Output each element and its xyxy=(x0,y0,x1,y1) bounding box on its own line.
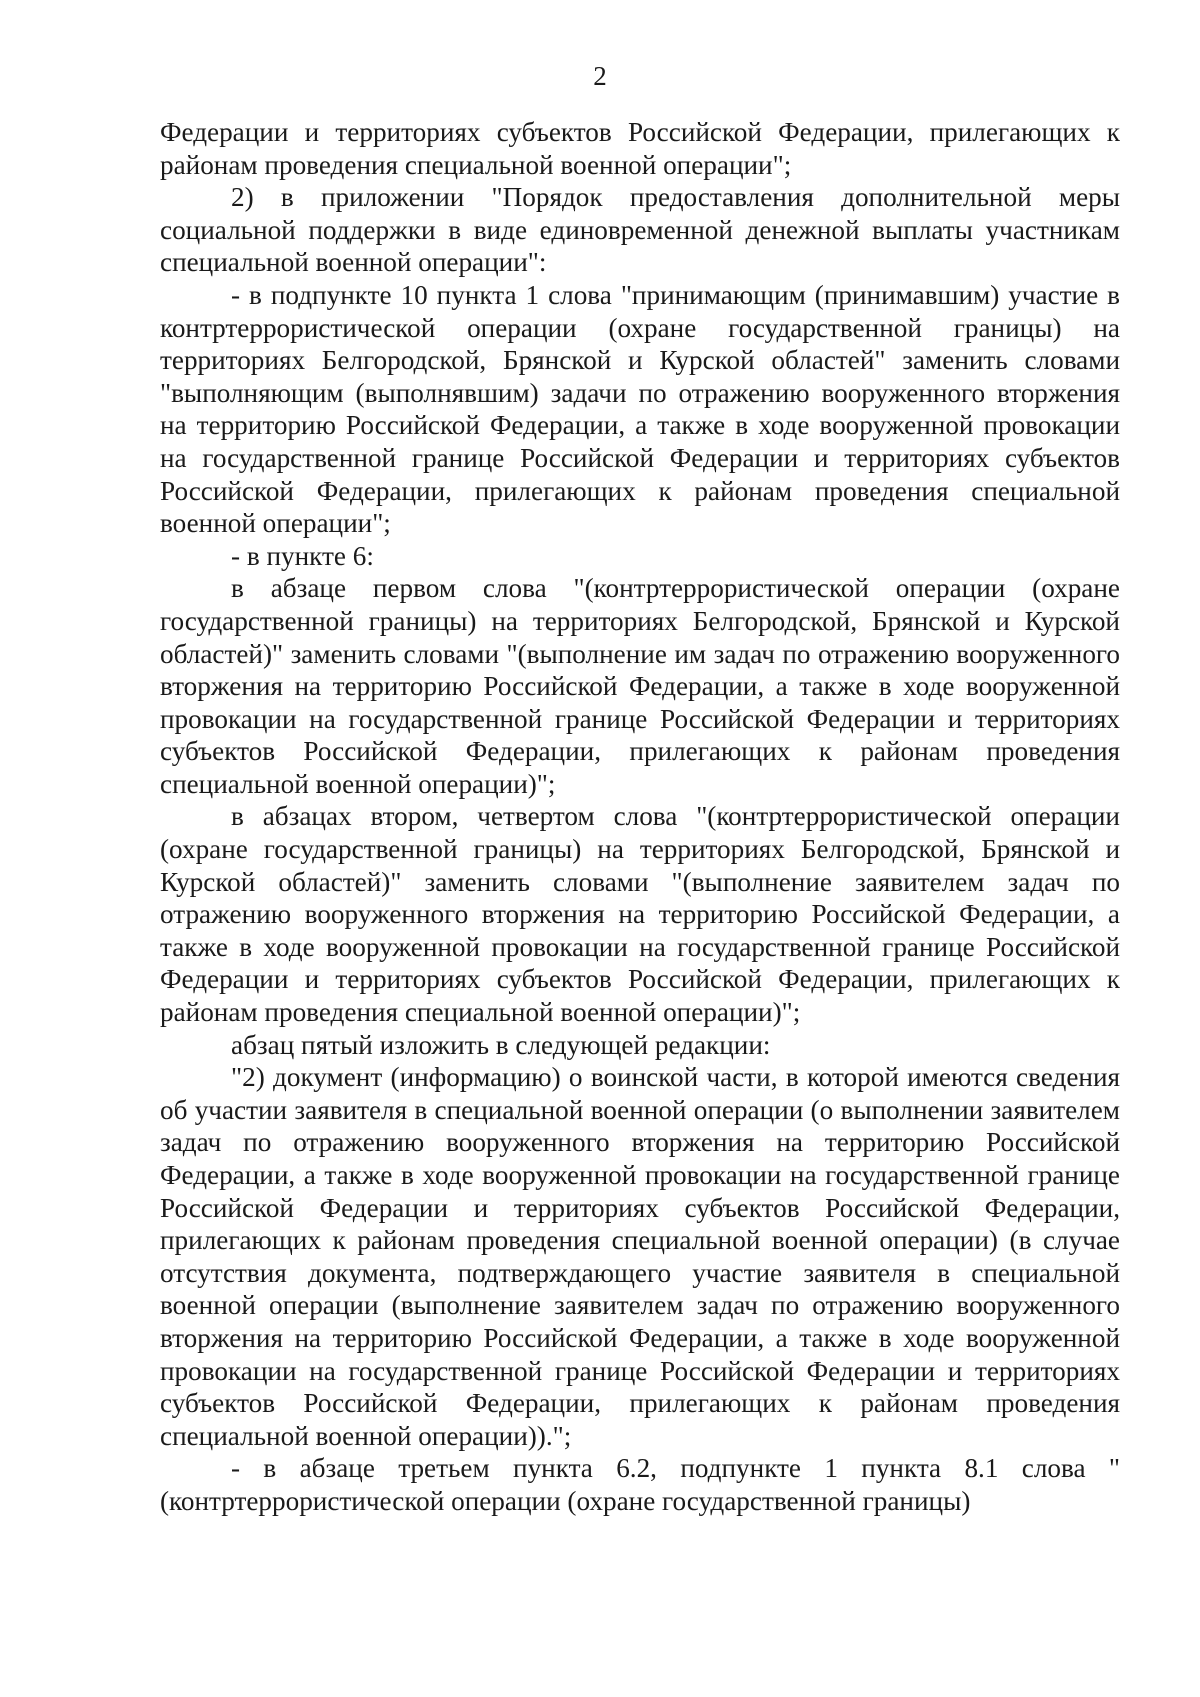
paragraph-item-2: 2) в приложении "Порядок предоставления дополнительной меры социальной поддержки в виде единовременной денежной выплаты участникам специальной военной операции": xyxy=(160,182,1120,278)
paragraph-point-6: - в пункте 6: xyxy=(231,540,374,571)
paragraph-new-text: "2) документ (информацию) о воинской части, в которой имеются сведения об участии заявителя в специальной военной операции (о выполнении заявителем задач по отражению вооруженного вторжения на территорию Российской Федерации, а также в ходе вооруженной провокации на государственной границе Российской Федерации и территориях субъектов Российской Федерации, прилегающих к районам проведения специальной военной операции) (в случае отсутствия документа, подтверждающего участие заявителя в специальной военной операции (выполнение заявителем задач по отражению вооруженного вторжения на территорию Российской Федерации, а также в ходе вооруженной провокации на государственной границе Российской Федерации и территориях субъектов Российской Федерации, прилегающих к районам проведения специальной военной операции))."; xyxy=(160,1062,1120,1451)
paragraph-point-6-2: - в абзаце третьем пункта 6.2, подпункте 1 пункта 8.1 слова "(контртеррористической операции (охране государственной границы) xyxy=(160,1453,1120,1516)
paragraph-continuation: Федерации и территориях субъектов Российской Федерации, прилегающих к районам проведения специальной военной операции"; xyxy=(160,117,1120,180)
document-body xyxy=(160,116,1120,1518)
paragraph-first-abzats: в абзаце первом слова "(контртеррористической операции (охране государственной границы) на территориях Белгородской, Брянской и Курской областей)" заменить словами "(выполнение им задач по отражению вооруженного вторжения на территорию Российской Федерации, а также в ходе вооруженной провокации на государственной границе Российской Федерации и территориях субъектов Российской Федерации, прилегающих к районам проведения специальной военной операции)"; xyxy=(160,573,1120,799)
paragraph-second-fourth-abzats: в абзацах втором, четвертом слова "(контртеррористической операции (охране государственной границы) на территориях Белгородской, Брянской и Курской областей)" заменить словами "(выполнение заявителем задач по отражению вооруженного вторжения на территорию Российской Федерации, а также в ходе вооруженной провокации на государственной границе Российской Федерации и территориях субъектов Российской Федерации, прилегающих к районам проведения специальной военной операции)"; xyxy=(160,801,1120,1028)
page-number: 2 xyxy=(593,61,607,91)
paragraph-subpoint-10: - в подпункте 10 пункта 1 слова "принимающим (принимавшим) участие в контртеррористической операции (охране государственной границы) на территориях Белгородской, Брянской и Курской областей" заменить словами "выполняющим (выполнявшим) задачи по отражению вооруженного вторжения на территорию Российской Федерации, а также в ходе вооруженной провокации на государственной границе Российской Федерации и территориях субъектов Российской Федерации, прилегающих к районам проведения специальной военной операции"; xyxy=(160,279,1120,539)
paragraph-fifth-abzats-intro: абзац пятый изложить в следующей редакции: xyxy=(231,1029,771,1060)
